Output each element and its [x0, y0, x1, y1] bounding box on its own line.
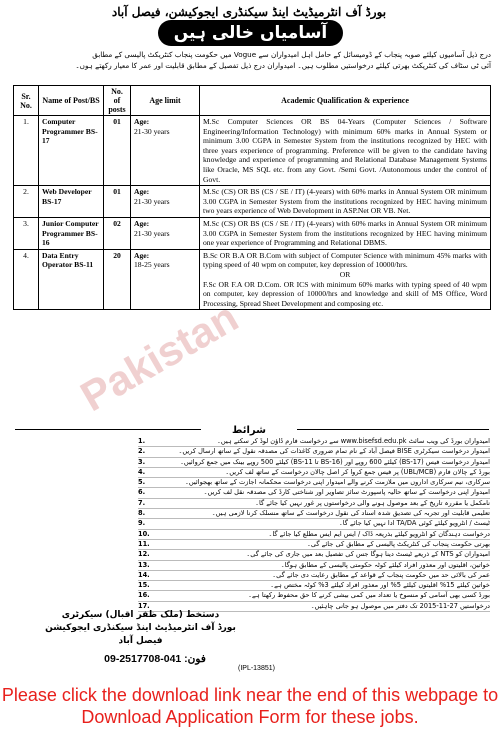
item-text: درخواست دہندگان کو انٹرویو کیلئے بذریعہ ڈاک / ایس ایم ایس مطلع کیا جائے گا۔: [268, 529, 490, 538]
item-number: 2.: [138, 447, 146, 456]
job-advertisement: [3, 3, 495, 681]
conditions-title: شرائط: [232, 425, 266, 436]
row-qualification: M.Sc Computer Sciences OR BS 04-Years (Computer Sciences / Software Engineering/Information Technology) with minimum 60% marks in Annual System or minimum 3.00 CGPA in Semester System from the institutions recognized by HEC with three years experience of programming. Preference will be given to the candidate having knowledge and experience of programming and Relational Database Management Systems like Oracle, MS SQL etc. from any Govt. /Semi Govt. /Autonomous under the control of Govt.: [200, 116, 491, 186]
qualification-option-b: F.Sc OR F.A OR D.Com. OR ICS with minimum 60% marks with typing speed of 40 wpm on computer, key depression of 10000/hrs and knowledge and skill of MS Office, Word Processing, Spread Sheet Development and composing etc.: [203, 279, 487, 308]
item-text: امیدوار درخواست سیکرٹری BISE فیصل آباد کے نام تمام ضروری کاغذات کی مصدقہ نقول کے ساتھ ارسال کریں۔: [178, 447, 490, 456]
item-text: بورڈ کسی بھی آسامی کو منسوخ یا تعداد میں کمی بیشی کرنے کا حق محفوظ رکھتا ہے۔: [248, 591, 490, 600]
age-label: Age:: [134, 250, 150, 260]
list-item: [138, 540, 490, 550]
list-item: [138, 509, 490, 519]
row-age: [131, 186, 200, 218]
item-number: 17.: [138, 601, 150, 610]
row-age: [131, 249, 200, 310]
list-item: [138, 437, 490, 447]
list-item: [138, 581, 490, 591]
item-number: 11.: [138, 539, 150, 548]
divider: [15, 429, 201, 430]
item-text: ٹیسٹ / انٹرویو کیلئے کوئی TA/DA ادا نہیں کیا جائے گا۔: [338, 519, 490, 528]
row-posts: 01: [104, 186, 131, 218]
item-text: امیدواران بورڈ کی ویب سائٹ www.bisefsd.edu.pk سے درخواست فارم ڈاؤن لوڈ کر سکتے ہیں۔: [217, 437, 490, 445]
item-text: امیدوار اپنی درخواست کے ساتھ حالیہ پاسپورٹ سائز تصاویر اور شناختی کارڈ کی مصدقہ نقل لف کریں۔: [203, 488, 490, 497]
item-number: 12.: [138, 550, 150, 559]
row-posts: 20: [104, 249, 131, 310]
item-text: درخواستیں 27-11-2015 تک دفتر میں موصول ہو جانی چاہئیں۔: [310, 601, 490, 610]
signature-block: [38, 609, 243, 649]
phone-number: فون: 041-2517708-09: [104, 653, 206, 665]
row-post: Computer Programmer BS-17: [39, 116, 104, 186]
list-item: [138, 591, 490, 601]
age-label: Age:: [134, 218, 150, 228]
item-number: 15.: [138, 581, 150, 590]
header-qualification: Academic Qualification & experience: [200, 86, 491, 116]
header-sr: Sr. No.: [14, 86, 39, 116]
item-text: بورڈ کے چالان فارم (UBL/MCB) پر فیس جمع کروا کر اصل چالان درخواست کے ساتھ لف کریں۔: [225, 467, 490, 476]
intro-line-2: آئی ٹی سٹاف کی کنٹریکٹ بھرتی کیلئے درخواستیں مطلوب ہیں۔ امیدواران درج ذیل تفصیل کے مطابق قابلیت اور عمر کا معیار رکھتے ہوں۔: [75, 61, 491, 70]
list-item: [138, 447, 490, 457]
row-sr: 4.: [14, 249, 39, 310]
list-item: [138, 530, 490, 540]
list-item: [138, 458, 490, 468]
age-label: Age:: [134, 117, 150, 126]
row-qualification: M.Sc (CS) OR BS (CS / SE / IT) (4-years) with 60% marks in Annual System OR minimum 3.00 CGPA in Semester System from the institutions recognized by HEC having minimum two years experience of Web Development in ASP.Net OR VB. Net.: [200, 186, 491, 218]
row-posts: 01: [104, 116, 131, 186]
row-qualification: [200, 249, 491, 310]
list-item: [138, 550, 490, 560]
header-post: Name of Post/BS: [39, 86, 104, 116]
age-value: 21-30 years: [134, 228, 170, 238]
item-number: 16.: [138, 591, 150, 600]
signatory-org: بورڈ آف انٹرمیڈیٹ اینڈ سیکنڈری ایجوکیشن فیصل آباد: [45, 623, 236, 646]
row-post: Data Entry Operator BS-11: [39, 249, 104, 310]
item-text: سرکاری، نیم سرکاری اداروں میں ملازمت کرنے والے امیدوار اپنی درخواست محکمانہ اجازت کے ساتھ بھجوائیں۔: [185, 478, 490, 487]
row-posts: 02: [104, 217, 131, 249]
item-text: بھرتی حکومت پنجاب کی کنٹریکٹ پالیسی کے مطابق کی جائے گی۔: [307, 539, 490, 548]
intro-line-1: درج ذیل آسامیوں کیلئے صوبہ پنجاب کے ڈومیسائل کے حامل اہل امیدواران سے Vogue میں حکومت پنجاب کنٹریکٹ پالیسی کے مطابق: [92, 50, 491, 59]
row-sr: 2.: [14, 186, 39, 218]
list-item: [138, 519, 490, 529]
or-separator: OR: [339, 269, 351, 279]
row-age: [131, 116, 200, 186]
signatory-name: دستخط (ملک ظفر اقبال) سیکرٹری: [61, 610, 220, 620]
table-row: [14, 116, 491, 186]
item-number: 9.: [138, 519, 146, 528]
download-notice: Please click the download link near the end of this webpage to Download Application Form for these jobs.: [1, 685, 499, 727]
header-age: Age limit: [131, 86, 200, 116]
row-qualification: M.Sc (CS) OR BS (CS / SE / IT) (4-years) with 60% marks in Annual System OR minimum 3.00 CGPA in Semester System from the institutions recognized by HEC having minimum one year experience of Programming and Relational DBMS.: [200, 217, 491, 249]
list-item: [138, 488, 490, 498]
list-item: [138, 478, 490, 488]
table-row: [14, 217, 491, 249]
item-number: 13.: [138, 560, 150, 569]
jobs-table: [13, 85, 491, 310]
item-number: 5.: [138, 478, 146, 487]
item-number: 14.: [138, 570, 150, 579]
conditions-list: [138, 437, 490, 612]
item-number: 10.: [138, 529, 150, 538]
item-text: امیدوار درخواست فیس (BS-17) کیلئے 600 روپے اور (BS-16 تا BS-11) کیلئے 500 روپے بینک میں جمع کروائیں۔: [180, 457, 490, 466]
item-number: 1.: [138, 437, 146, 445]
list-item: [138, 468, 490, 478]
item-text: خواتین، اقلیتوں اور معذور افراد کیلئے کوٹہ حکومتی پالیسی کے مطابق ہوگا۔: [280, 560, 490, 569]
list-item: [138, 571, 490, 581]
intro-text: [9, 49, 491, 71]
item-text: امیدواران کو NTS کے ذریعے ٹیسٹ دینا ہوگا جس کی تفصیل بعد میں جاری کی جائے گی۔: [246, 550, 490, 559]
age-value: 18-25 years: [134, 260, 170, 270]
row-sr: 3.: [14, 217, 39, 249]
age-label: Age:: [134, 187, 150, 197]
row-sr: 1.: [14, 116, 39, 186]
header-posts: No. of posts: [104, 86, 131, 116]
list-item: [138, 561, 490, 571]
vacancies-banner: آسامیاں خالی ہیں: [158, 20, 343, 46]
table-row: [14, 186, 491, 218]
divider: [297, 429, 489, 430]
age-value: 21-30 years: [134, 126, 170, 136]
table-row: [14, 249, 491, 310]
watermark: Pakistan: [72, 293, 246, 421]
item-text: نامکمل یا مقررہ تاریخ کے بعد موصول ہونے والی درخواستوں پر غور نہیں کیا جائے گا۔: [255, 498, 490, 507]
qualification-option-a: B.Sc OR B.A OR B.Com with subject of Computer Science with minimum 45% marks with typing speed of 40 wpm on computer, key depression of 10000/hrs.: [203, 250, 487, 270]
organization-heading: بورڈ آف انٹرمیڈیٹ اینڈ سیکنڈری ایجوکیشن، فیصل آباد: [111, 5, 387, 19]
row-age: [131, 217, 200, 249]
item-number: 6.: [138, 488, 146, 497]
item-number: 4.: [138, 467, 146, 476]
item-number: 8.: [138, 509, 146, 518]
item-number: 3.: [138, 457, 146, 466]
age-value: 21-30 years: [134, 196, 170, 206]
item-number: 7.: [138, 498, 146, 507]
item-text: عمر کی بالائی حد میں حکومت پنجاب کے قواعد کے مطابق رعایت دی جائے گی۔: [272, 570, 490, 579]
row-post: Junior Computer Programmer BS-16: [39, 217, 104, 249]
item-text: خواتین کیلئے 15% اقلیتوں کیلئے 5% اور معذور افراد کیلئے 3% کوٹہ مختص ہے۔: [270, 581, 490, 590]
list-item: [138, 499, 490, 509]
ipl-code: (IPL-13851): [238, 665, 275, 672]
row-post: Web Developer BS-17: [39, 186, 104, 218]
table-header-row: [14, 86, 491, 116]
item-text: تعلیمی قابلیت اور تجربہ کی تصدیق شدہ اسناد کی نقول درخواست کے ساتھ منسلک کرنا لازمی ہیں۔: [211, 509, 490, 518]
